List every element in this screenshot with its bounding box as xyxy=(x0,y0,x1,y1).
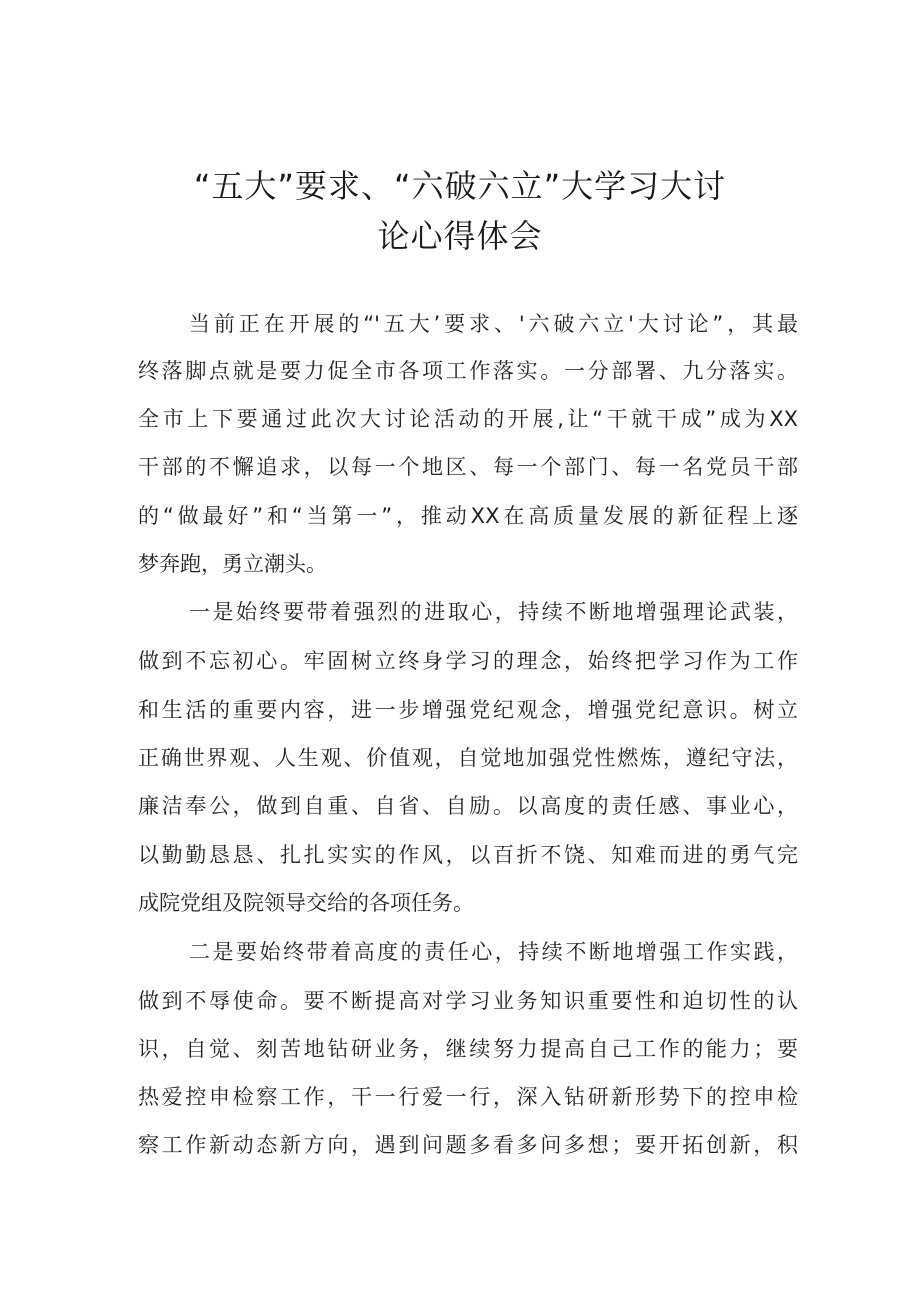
paragraph-2-line-2: 做到不忘初心。牢固树立终身学习的理念，始终把学习作为工作 xyxy=(138,649,798,673)
paragraph-1-line-1: 当前正在开展的“'五大’要求、'六破六立'大讨论”，其最 xyxy=(189,312,798,336)
paragraph-1-line-3: 全市上下要通过此次大讨论活动的开展,让“干就干成”成为XX xyxy=(138,407,798,431)
paragraph-3-line-2: 做到不辱使命。要不断提高对学习业务知识重要性和迫切性的认 xyxy=(138,989,798,1013)
paragraph-3-line-1: 二是要始终带着高度的责任心，持续不断地增强工作实践， xyxy=(189,940,798,964)
paragraph-2-line-7: 成院党组及院领导交给的各项任务。 xyxy=(138,891,474,915)
paragraph-3-line-4: 热爱控申检察工作，干一行爱一行，深入钻研新形势下的控申检 xyxy=(138,1085,798,1109)
paragraph-2-line-6: 以勤勤恳恳、扎扎实实的作风，以百折不饶、知难而进的勇气完 xyxy=(138,843,798,867)
paragraph-2-line-4: 正确世界观、人生观、价值观，自觉地加强党性燃炼，遵纪守法， xyxy=(138,746,798,770)
paragraph-1-line-5: 的“做最好”和“当第一”，推动XX在高质量发展的新征程上逐 xyxy=(138,504,798,528)
paragraph-2-line-1: 一是始终要带着强烈的进取心，持续不断地增强理论武装， xyxy=(189,600,798,624)
paragraph-3-line-3: 识，自觉、刻苦地钻研业务，继续努力提高自己工作的能力；要 xyxy=(138,1037,798,1061)
paragraph-2-line-5: 廉洁奉公，做到自重、自省、自励。以高度的责任感、事业心， xyxy=(138,794,798,818)
paragraph-1-line-6: 梦奔跑，勇立潮头。 xyxy=(138,552,327,576)
document-title-line-1: “五大”要求、“六破六立”大学习大讨 xyxy=(193,167,727,205)
paragraph-2-line-3: 和生活的重要内容，进一步增强党纪观念，增强党纪意识。树立 xyxy=(138,698,798,722)
paragraph-3-line-5: 察工作新动态新方向，遇到问题多看多问多想；要开拓创新，积 xyxy=(138,1133,798,1157)
paragraph-1-line-2: 终落脚点就是要力促全市各项工作落实。一分部署、九分落实。 xyxy=(138,359,798,383)
paragraph-1-line-4: 干部的不懈追求，以每一个地区、每一个部门、每一名党员干部 xyxy=(138,455,798,479)
document-title-line-2: 论心得体会 xyxy=(377,217,543,255)
